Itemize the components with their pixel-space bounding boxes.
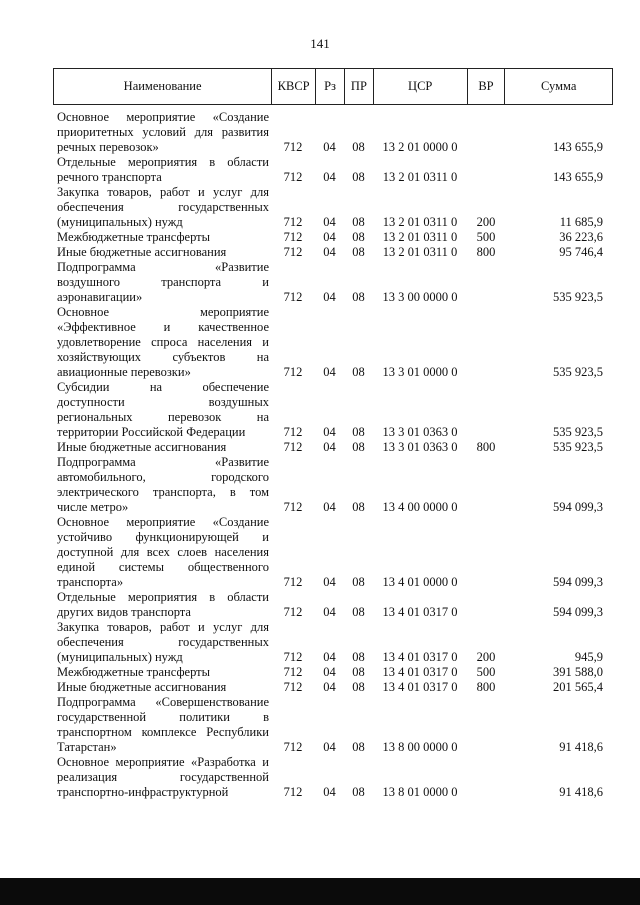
row-name-line: Основное мероприятие — [57, 305, 269, 319]
row-sum: 91 418,6 — [559, 740, 603, 754]
header-pr: ПР — [344, 69, 373, 104]
header-csr: ЦСР — [373, 69, 467, 104]
row-name-line: Иные бюджетные ассигнования — [57, 245, 227, 259]
row-sum: 535 923,5 — [553, 440, 603, 454]
row-name — [53, 260, 271, 305]
row-name-line: Закупка товаров, работ и услуг для — [57, 620, 269, 634]
table-row — [53, 455, 613, 515]
row-sum: 391 588,0 — [553, 665, 603, 679]
row-pr: 08 — [352, 680, 365, 694]
row-name-line: Иные бюджетные ассигнования — [57, 680, 227, 694]
table-row — [53, 680, 613, 695]
row-pr: 08 — [352, 365, 365, 379]
row-rz: 04 — [323, 575, 336, 589]
row-pr: 08 — [352, 140, 365, 154]
table-row — [53, 380, 613, 440]
row-rz: 04 — [323, 785, 336, 799]
row-name-line: аэронавигации» — [57, 290, 143, 304]
row-name — [53, 155, 271, 185]
row-kvsr: 712 — [283, 575, 303, 589]
row-rz: 04 — [323, 170, 336, 184]
header-rz: Рз — [315, 69, 344, 104]
header-vr: ВР — [467, 69, 505, 104]
row-name-line: транспорта» — [57, 575, 124, 589]
row-pr: 08 — [352, 575, 365, 589]
row-name-line: Отдельные мероприятия в области — [57, 155, 269, 169]
row-name-line: территории Российской Федерации — [57, 425, 246, 439]
row-kvsr: 712 — [283, 500, 303, 514]
row-pr: 08 — [352, 650, 365, 664]
row-name-line: единой системы общественного — [57, 560, 269, 574]
row-pr: 08 — [352, 245, 365, 259]
row-sum: 36 223,6 — [559, 230, 603, 244]
row-name-line: (муниципальных) нужд — [57, 650, 183, 664]
row-csr: 13 2 01 0000 0 — [382, 140, 458, 154]
row-sum: 535 923,5 — [553, 365, 603, 379]
row-csr: 13 2 01 0311 0 — [382, 215, 458, 229]
row-rz: 04 — [323, 425, 336, 439]
row-name-line: числе метро» — [57, 500, 129, 514]
row-sum: 143 655,9 — [553, 140, 603, 154]
row-name-line: региональных перевозок на — [57, 410, 269, 424]
row-name-line: Подпрограмма «Развитие — [57, 455, 269, 469]
row-name-line: воздушного транспорта и — [57, 275, 269, 289]
row-name — [53, 620, 271, 665]
row-name — [53, 515, 271, 590]
table-row — [53, 620, 613, 665]
row-kvsr: 712 — [283, 740, 303, 754]
row-kvsr: 712 — [283, 230, 303, 244]
row-pr: 08 — [352, 230, 365, 244]
row-csr: 13 4 01 0317 0 — [382, 680, 458, 694]
row-name — [53, 440, 271, 455]
row-name-line: транспортном комплексе Республики — [57, 725, 269, 739]
table-row — [53, 185, 613, 230]
table-row — [53, 260, 613, 305]
row-pr: 08 — [352, 170, 365, 184]
row-sum: 535 923,5 — [553, 425, 603, 439]
row-kvsr: 712 — [283, 245, 303, 259]
row-kvsr: 712 — [283, 665, 303, 679]
page-number: 141 — [310, 36, 330, 51]
row-name-line: Основное мероприятие «Создание — [57, 515, 269, 529]
header-name: Наименование — [123, 79, 202, 93]
row-csr: 13 3 00 0000 0 — [382, 290, 458, 304]
table-body — [53, 110, 613, 800]
row-name-line: Иные бюджетные ассигнования — [57, 440, 227, 454]
row-name-line: речного транспорта — [57, 170, 162, 184]
row-sum: 91 418,6 — [559, 785, 603, 799]
row-csr: 13 8 01 0000 0 — [382, 785, 458, 799]
row-name — [53, 305, 271, 380]
row-sum: 143 655,9 — [553, 170, 603, 184]
row-name — [53, 590, 271, 620]
row-csr: 13 8 00 0000 0 — [382, 740, 458, 754]
row-name — [53, 665, 271, 680]
row-vr: 800 — [476, 440, 496, 454]
row-name-line: обеспечения государственных — [57, 200, 269, 214]
row-pr: 08 — [352, 605, 365, 619]
row-name-line: государственной политики в — [57, 710, 269, 724]
row-kvsr: 712 — [283, 170, 303, 184]
row-kvsr: 712 — [283, 215, 303, 229]
row-kvsr: 712 — [283, 680, 303, 694]
row-rz: 04 — [323, 605, 336, 619]
row-kvsr: 712 — [283, 785, 303, 799]
budget-table — [53, 68, 613, 800]
row-csr: 13 4 01 0317 0 — [382, 650, 458, 664]
row-name-line: реализация государственной — [57, 770, 269, 784]
row-name-line: обеспечения государственных — [57, 635, 269, 649]
row-pr: 08 — [352, 290, 365, 304]
row-kvsr: 712 — [283, 605, 303, 619]
row-kvsr: 712 — [283, 365, 303, 379]
row-rz: 04 — [323, 230, 336, 244]
row-name-line: Подпрограмма «Развитие — [57, 260, 269, 274]
row-csr: 13 3 01 0363 0 — [382, 440, 458, 454]
table-row — [53, 440, 613, 455]
row-pr: 08 — [352, 740, 365, 754]
table-row — [53, 245, 613, 260]
row-sum: 945,9 — [574, 650, 603, 664]
row-vr: 200 — [476, 215, 496, 229]
row-sum: 11 685,9 — [559, 215, 603, 229]
row-csr: 13 2 01 0311 0 — [382, 230, 458, 244]
row-pr: 08 — [352, 440, 365, 454]
row-name-line: автомобильного, городского — [57, 470, 269, 484]
row-rz: 04 — [323, 440, 336, 454]
row-name-line: устойчиво функционирующей и — [57, 530, 269, 544]
row-name-line: Субсидии на обеспечение — [57, 380, 269, 394]
row-name-line: речных перевозок» — [57, 140, 159, 154]
row-name — [53, 380, 271, 440]
row-name — [53, 230, 271, 245]
row-rz: 04 — [323, 140, 336, 154]
row-rz: 04 — [323, 740, 336, 754]
table-row — [53, 665, 613, 680]
row-name-line: хозяйствующих субъектов на — [57, 350, 269, 364]
row-kvsr: 712 — [283, 425, 303, 439]
row-name-line: (муниципальных) нужд — [57, 215, 183, 229]
row-name-line: Межбюджетные трансферты — [57, 665, 211, 679]
row-name — [53, 110, 271, 155]
row-kvsr: 712 — [283, 290, 303, 304]
row-rz: 04 — [323, 215, 336, 229]
row-name-line: Закупка товаров, работ и услуг для — [57, 185, 269, 199]
row-name-line: Межбюджетные трансферты — [57, 230, 211, 244]
row-kvsr: 712 — [283, 440, 303, 454]
header-kvsr: КВСР — [271, 69, 315, 104]
row-pr: 08 — [352, 425, 365, 439]
row-csr: 13 2 01 0311 0 — [382, 245, 458, 259]
row-csr: 13 4 01 0317 0 — [382, 665, 458, 679]
row-name-line: доступности воздушных — [57, 395, 269, 409]
header-sum: Сумма — [504, 69, 612, 104]
table-row — [53, 230, 613, 245]
row-name — [53, 185, 271, 230]
row-name-line: Основное мероприятие «Разработка и — [57, 755, 269, 769]
row-name-line: Подпрограмма «Совершенствование — [57, 695, 269, 709]
row-vr: 800 — [476, 680, 496, 694]
row-name-line: других видов транспорта — [57, 605, 191, 619]
row-csr: 13 4 01 0317 0 — [382, 605, 458, 619]
row-name — [53, 680, 271, 695]
row-name-line: «Эффективное и качественное — [57, 320, 269, 334]
row-csr: 13 3 01 0000 0 — [382, 365, 458, 379]
table-row — [53, 155, 613, 185]
scan-bottom-edge — [0, 878, 640, 905]
row-rz: 04 — [323, 650, 336, 664]
row-rz: 04 — [323, 290, 336, 304]
row-name-line: авиационные перевозки» — [57, 365, 191, 379]
row-name-line: Татарстан» — [57, 740, 117, 754]
row-sum: 594 099,3 — [553, 605, 603, 619]
row-kvsr: 712 — [283, 650, 303, 664]
row-sum: 535 923,5 — [553, 290, 603, 304]
row-sum: 201 565,4 — [553, 680, 603, 694]
row-csr: 13 3 01 0363 0 — [382, 425, 458, 439]
row-name — [53, 755, 271, 800]
row-name — [53, 245, 271, 260]
row-name-line: электрического транспорта, в том — [57, 485, 269, 499]
row-vr: 500 — [476, 665, 496, 679]
row-rz: 04 — [323, 365, 336, 379]
row-sum: 95 746,4 — [559, 245, 603, 259]
row-name — [53, 455, 271, 515]
row-pr: 08 — [352, 215, 365, 229]
row-rz: 04 — [323, 245, 336, 259]
row-csr: 13 4 01 0000 0 — [382, 575, 458, 589]
row-name-line: доступной для всех слоев населения — [57, 545, 269, 559]
row-vr: 500 — [476, 230, 496, 244]
row-name — [53, 695, 271, 755]
row-rz: 04 — [323, 680, 336, 694]
row-csr: 13 2 01 0311 0 — [382, 170, 458, 184]
row-name-line: приоритетных условий для развития — [57, 125, 269, 139]
table-row — [53, 695, 613, 755]
row-name-line: Отдельные мероприятия в области — [57, 590, 269, 604]
row-sum: 594 099,3 — [553, 575, 603, 589]
table-row — [53, 515, 613, 590]
row-pr: 08 — [352, 785, 365, 799]
table-row — [53, 110, 613, 155]
row-sum: 594 099,3 — [553, 500, 603, 514]
row-name-line: транспортно-инфраструктурной — [57, 785, 229, 799]
row-rz: 04 — [323, 665, 336, 679]
row-name-line: Основное мероприятие «Создание — [57, 110, 269, 124]
row-kvsr: 712 — [283, 140, 303, 154]
table-row — [53, 590, 613, 620]
row-vr: 800 — [476, 245, 496, 259]
row-vr: 200 — [476, 650, 496, 664]
table-header — [53, 68, 613, 105]
table-row — [53, 305, 613, 380]
row-csr: 13 4 00 0000 0 — [382, 500, 458, 514]
row-pr: 08 — [352, 665, 365, 679]
row-name-line: удовлетворение спроса населения и — [57, 335, 269, 349]
row-pr: 08 — [352, 500, 365, 514]
table-row — [53, 755, 613, 800]
row-rz: 04 — [323, 500, 336, 514]
